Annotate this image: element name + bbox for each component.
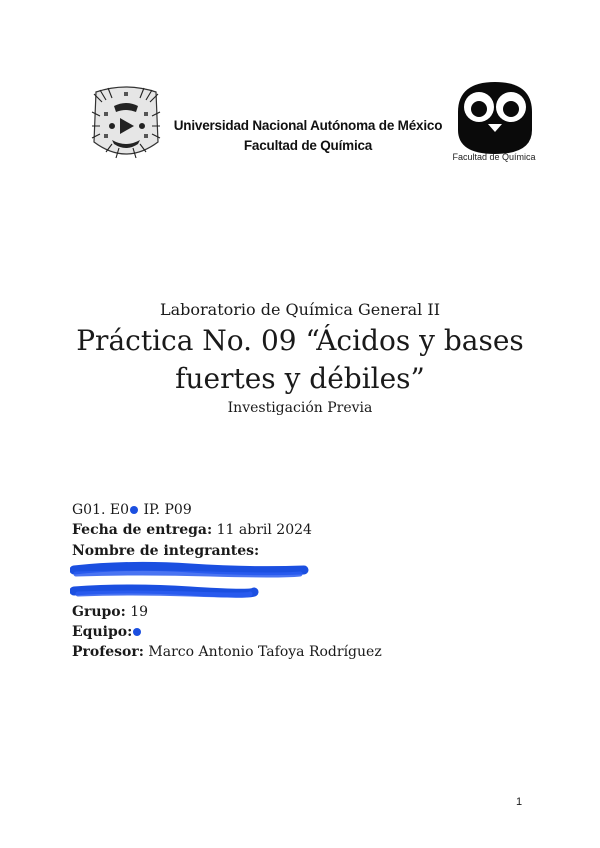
group-line xyxy=(72,602,148,622)
professor-line xyxy=(72,642,382,662)
lab-name: Laboratorio de Química General II xyxy=(159,300,441,319)
unam-crest-logo xyxy=(86,82,166,166)
professor-value: Marco Antonio Tafoya Rodríguez xyxy=(143,644,382,660)
faculty-name: Facultad de Química xyxy=(243,138,373,153)
team-line xyxy=(72,622,142,642)
group-value: 19 xyxy=(125,604,149,620)
document-subtitle: Investigación Previa xyxy=(227,400,373,416)
members-label: Nombre de integrantes: xyxy=(72,543,260,559)
team-label: Equipo: xyxy=(72,624,133,640)
university-name: Universidad Nacional Autónoma de México xyxy=(173,118,443,133)
title-line-2: fuertes y débiles” xyxy=(175,362,425,395)
page-number: 1 xyxy=(516,796,523,808)
members-redaction xyxy=(70,560,310,602)
due-date-label: Fecha de entrega: xyxy=(72,522,213,538)
redaction-dot xyxy=(130,506,138,514)
title-line-1: Práctica No. 09 “Ácidos y bases xyxy=(76,324,524,357)
fq-logo-caption: Facultad de Química xyxy=(452,152,536,162)
redaction-dot xyxy=(133,628,141,636)
members-line xyxy=(72,541,259,561)
header-institution xyxy=(170,116,446,156)
group-label: Grupo: xyxy=(72,604,126,620)
practice-title xyxy=(60,322,540,398)
code-line: G01. E0 IP. P09 xyxy=(72,502,192,518)
professor-label: Profesor: xyxy=(72,644,144,660)
due-date-value: 11 abril 2024 xyxy=(212,522,312,538)
due-date-line xyxy=(72,520,312,540)
